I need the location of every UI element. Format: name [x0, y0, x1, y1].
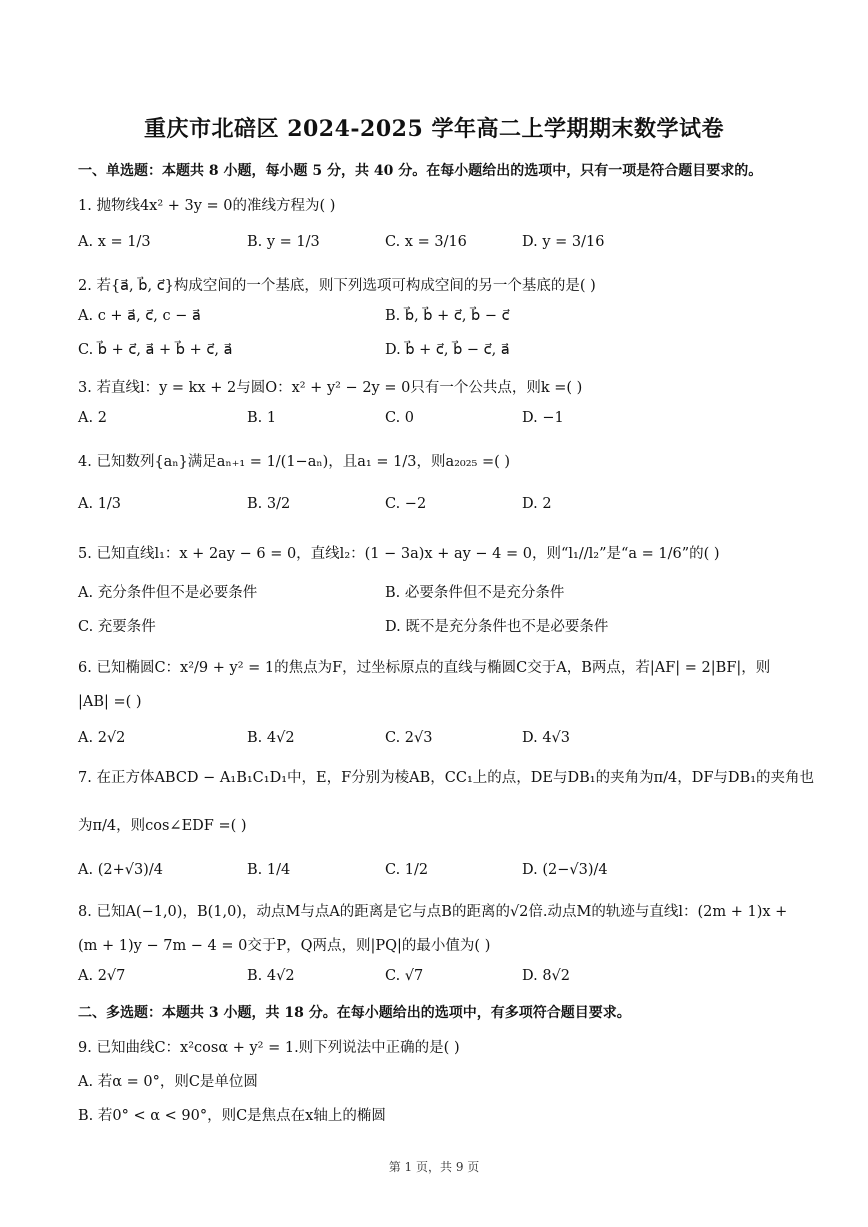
- question-1-option-b: B. y = 1/3: [247, 234, 320, 250]
- question-5-option-b: B. 必要条件但不是充分条件: [385, 585, 565, 601]
- question-7-option-c: C. 1/2: [385, 862, 429, 878]
- question-9-option-a: A. 若α = 0°，则C是单位圆: [78, 1074, 258, 1090]
- question-3-option-b: B. 1: [247, 410, 277, 426]
- question-6-option-c: C. 2√3: [385, 730, 433, 746]
- page-title: 重庆市北碚区 2024-2025 学年高二上学期期末数学试卷: [144, 116, 724, 142]
- question-9-option-b: B. 若0° < α < 90°，则C是焦点在x轴上的椭圆: [78, 1108, 386, 1124]
- question-8-option-c: C. √7: [385, 968, 424, 984]
- question-2-option-d: D. b⃗ + c⃗, b⃗ − c⃗, a⃗: [385, 342, 510, 358]
- question-2-option-b: B. b⃗, b⃗ + c⃗, b⃗ − c⃗: [385, 308, 510, 324]
- question-1-option-d: D. y = 3/16: [522, 234, 605, 250]
- question-5-option-c: C. 充要条件: [78, 619, 156, 635]
- question-8-option-b: B. 4√2: [247, 968, 295, 984]
- question-6-stem-continued: |AB| =( ): [78, 694, 142, 710]
- question-2-option-a: A. c + a⃗, c⃗, c − a⃗: [78, 308, 201, 324]
- question-6-option-a: A. 2√2: [78, 730, 126, 746]
- question-8-stem-continued: (m + 1)y − 7m − 4 = 0交于P，Q两点，则|PQ|的最小值为( ): [78, 938, 491, 954]
- question-1-stem: 1. 抛物线4x² + 3y = 0的准线方程为( ): [78, 198, 336, 214]
- question-7-option-d: D. (2−√3)/4: [522, 862, 608, 878]
- page-footer: 第 1 页，共 9 页: [388, 1160, 480, 1174]
- question-8-option-a: A. 2√7: [78, 968, 126, 984]
- question-5-option-a: A. 充分条件但不是必要条件: [78, 585, 258, 601]
- question-4-option-c: C. −2: [385, 496, 427, 512]
- question-2-option-c: C. b⃗ + c⃗, a⃗ + b⃗ + c⃗, a⃗: [78, 342, 233, 358]
- question-4-option-a: A. 1/3: [78, 496, 122, 512]
- question-8-stem: 8. 已知A(−1,0)，B(1,0)，动点M与点A的距离是它与点B的距离的√2倍.动点M的轨迹与直线l：(2m + 1)x +: [78, 904, 788, 920]
- question-4-option-b: B. 3/2: [247, 496, 291, 512]
- question-6-option-b: B. 4√2: [247, 730, 295, 746]
- question-4-option-d: D. 2: [522, 496, 552, 512]
- question-3-option-d: D. −1: [522, 410, 564, 426]
- question-8-option-d: D. 8√2: [522, 968, 571, 984]
- section-single-choice-heading: 一、单选题：本题共 8 小题，每小题 5 分，共 40 分。在每小题给出的选项中，只有一项是符合题目要求的。: [78, 163, 763, 179]
- question-5-stem: 5. 已知直线l₁：x + 2ay − 6 = 0，直线l₂：(1 − 3a)x + ay − 4 = 0，则“l₁//l₂”是“a = 1/6”的( ): [78, 546, 720, 562]
- question-7-stem-continued: 为π/4，则cos∠EDF =( ): [78, 818, 247, 834]
- question-5-option-d: D. 既不是充分条件也不是必要条件: [385, 619, 609, 635]
- question-6-stem: 6. 已知椭圆C：x²/9 + y² = 1的焦点为F，过坐标原点的直线与椭圆C交于A，B两点，若|AF| = 2|BF|，则: [78, 660, 771, 676]
- section-multiple-choice-heading: 二、多选题：本题共 3 小题，共 18 分。在每小题给出的选项中，有多项符合题目要求。: [78, 1005, 631, 1021]
- question-7-stem: 7. 在正方体ABCD − A₁B₁C₁D₁中，E，F分别为棱AB，CC₁上的点，DE与DB₁的夹角为π/4，DF与DB₁的夹角也: [78, 770, 815, 786]
- question-6-option-d: D. 4√3: [522, 730, 571, 746]
- question-2-stem: 2. 若{a⃗, b⃗, c⃗}构成空间的一个基底，则下列选项可构成空间的另一个基底的是( ): [78, 278, 596, 294]
- question-4-stem: 4. 已知数列{aₙ}满足aₙ₊₁ = 1/(1−aₙ)，且a₁ = 1/3，则a₂₀₂₅ =( ): [78, 454, 511, 470]
- question-7-option-b: B. 1/4: [247, 862, 291, 878]
- question-1-option-a: A. x = 1/3: [78, 234, 151, 250]
- question-3-option-a: A. 2: [78, 410, 107, 426]
- question-7-option-a: A. (2+√3)/4: [78, 862, 163, 878]
- question-1-option-c: C. x = 3/16: [385, 234, 467, 250]
- question-9-stem: 9. 已知曲线C：x²cosα + y² = 1.则下列说法中正确的是( ): [78, 1040, 460, 1056]
- question-3-stem: 3. 若直线l：y = kx + 2与圆O：x² + y² − 2y = 0只有一个公共点，则k =( ): [78, 380, 583, 396]
- question-3-option-c: C. 0: [385, 410, 415, 426]
